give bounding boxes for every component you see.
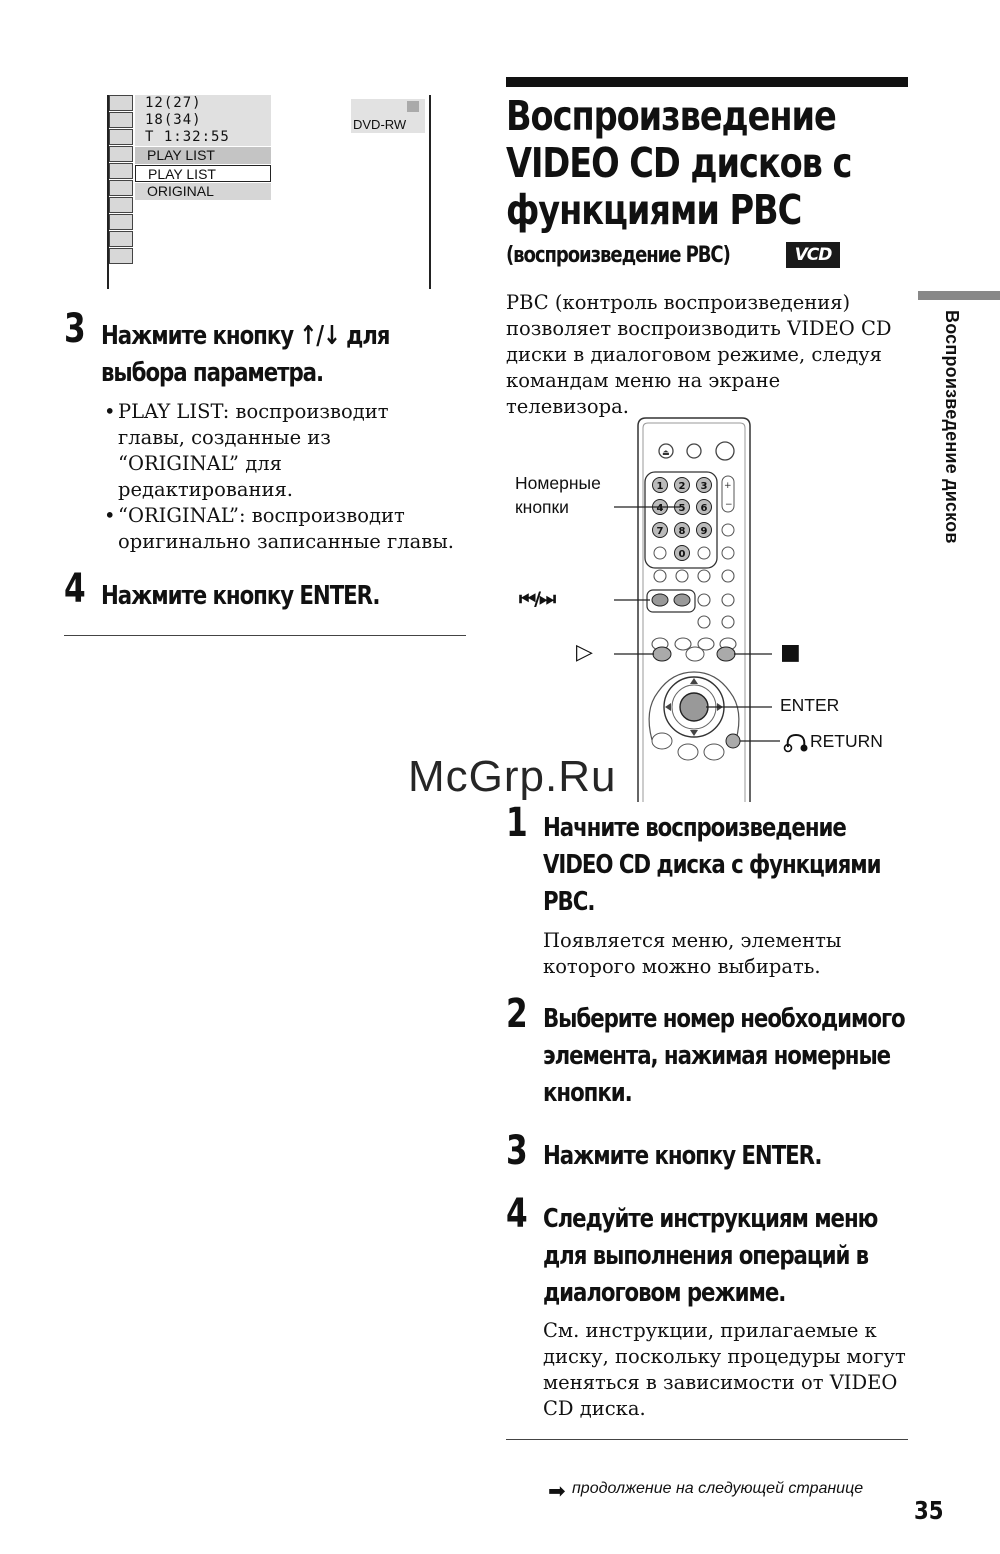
osd-cell [109,180,133,196]
svg-text:8: 8 [678,526,686,537]
return-arrow-icon [782,731,810,753]
step-number: 1 [506,800,528,846]
svg-text:+: + [724,481,732,491]
osd-cell [109,248,133,264]
section-divider [506,1439,908,1440]
play-button-icon [653,647,671,661]
svg-text:3: 3 [700,481,708,492]
step-title: Следуйте инструкциям меню для выполнения операций в диалоговом режиме. [543,1204,878,1308]
svg-text:4: 4 [656,503,664,514]
return-button-icon [726,734,740,748]
svg-text:9: 9 [700,526,708,537]
osd-option-playlist: PLAY LIST [135,165,271,182]
play-label: ▷ [576,640,593,665]
stop-label: ■ [780,640,801,665]
osd-cell [109,231,133,247]
list-item: • “ORIGINAL”: воспроизводит оригинально записанные главы. [104,503,464,555]
osd-cell [109,197,133,213]
step-title: Начните воспроизведение VIDEO CD диска с функциями PBC. [543,813,881,917]
svg-text:7: 7 [656,526,664,537]
svg-text:0: 0 [678,549,686,560]
osd-cell [109,163,133,179]
osd-menu-illustration [107,95,431,289]
svg-text:1: 1 [656,481,664,492]
osd-option-original: ORIGINAL [135,183,271,200]
page-title: Воспроизведение VIDEO CD дисков с функциями PBC [506,92,852,234]
prev-skip-button-icon [652,594,668,606]
osd-chapter-line: 12(27) [145,95,202,111]
step-number: 2 [506,991,528,1037]
osd-cell [109,214,133,230]
osd-time-line: T 1:32:55 [145,129,230,145]
svg-text:⏏: ⏏ [662,448,670,457]
section-divider [64,635,466,636]
bullet-list [104,399,464,555]
continued-note: продолжение на следующей странице [572,1480,864,1497]
step-number: 4 [64,566,86,612]
vcd-badge: VCD [786,242,840,268]
step-description: Появляется меню, элементы которого можно выбирать. [543,929,842,978]
step-number: 3 [64,306,86,352]
osd-cell [109,95,133,111]
subheading: (воспроизведение PBC) [506,243,730,268]
osd-cell [109,112,133,128]
power-button-icon [716,442,734,460]
heading-rule [506,77,908,87]
next-skip-button-icon [674,594,690,606]
arrow-right-icon: ➡ [548,1479,566,1503]
svg-text:5: 5 [678,503,686,514]
list-item: • PLAY LIST: воспроизводит главы, созданные из “ORIGINAL” для редактирования. [104,399,464,503]
osd-option-current: PLAY LIST [135,147,271,164]
stop-button-icon [717,647,735,661]
osd-cell [109,129,133,145]
osd-title-line: 18(34) [145,112,202,128]
svg-text:2: 2 [678,481,686,492]
enter-label: ENTER [780,695,840,715]
stop-indicator-icon [407,101,419,112]
enter-button-icon [680,693,708,721]
step-title: Нажмите кнопку ENTER. [101,581,380,611]
step-number: 3 [506,1128,528,1174]
svg-text:−: − [725,500,733,510]
side-tab-label: Воспроизведение дисков [942,310,962,544]
page-number: 35 [914,1496,944,1525]
return-label: RETURN [810,731,883,751]
step-title: Выберите номер необходимого элемента, нажимая номерные кнопки. [543,1004,905,1108]
osd-disc-type: DVD-RW [353,117,407,132]
step-title: Нажмите кнопку ↑/↓ для выбора параметра. [101,321,390,388]
watermark: McGrp.Ru [408,752,617,801]
number-buttons-label: Номерные кнопки [515,473,601,517]
side-tab-bar [918,291,1000,300]
step-description: См. инструкции, прилагаемые к диску, поскольку процедуры могут меняться в зависимости от VIDEO CD диска. [543,1319,906,1420]
skip-label: ⏮/⏭ [519,588,555,610]
osd-cell [109,146,133,162]
step-number: 4 [506,1191,528,1237]
step-title: Нажмите кнопку ENTER. [543,1141,822,1171]
intro-paragraph: PBC (контроль воспроизведения) позволяет воспроизводить VIDEO CD диски в диалоговом режиме, следуя командам меню на экране телевизора. [506,291,892,418]
svg-text:6: 6 [700,503,708,514]
